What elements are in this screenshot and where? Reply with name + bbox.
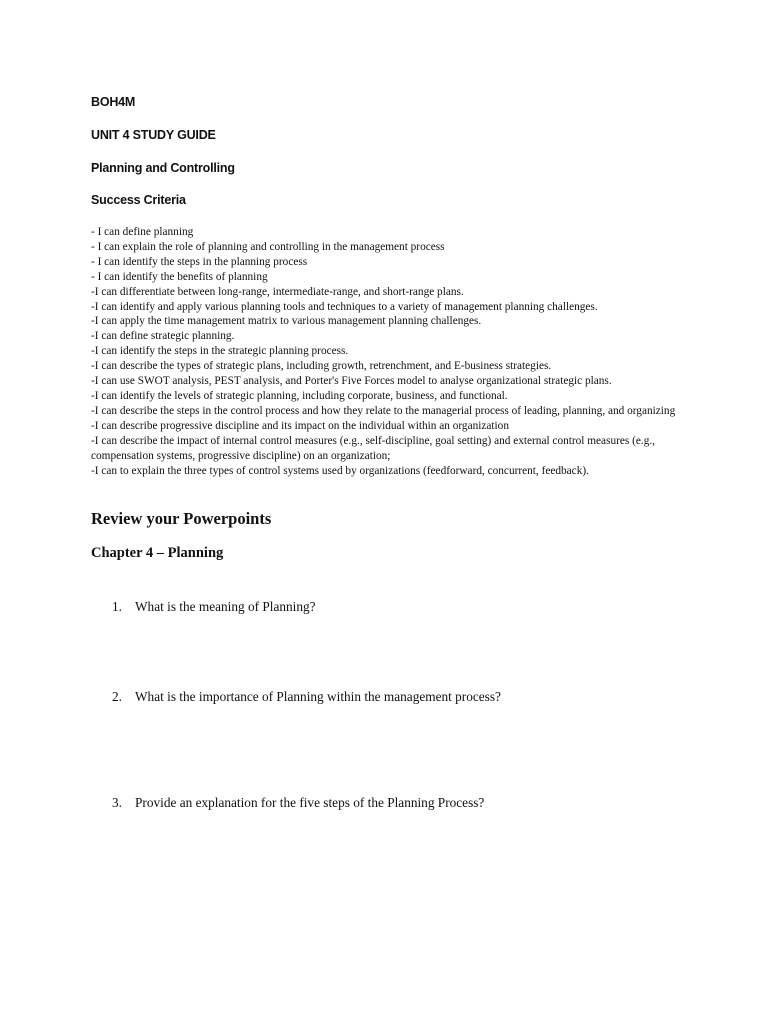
criteria-item: -I can to explain the three types of control systems used by organizations (feedforward, concurrent, feedback). <box>91 464 589 477</box>
question-item <box>112 600 672 613</box>
criteria-item: -I can describe progressive discipline and its impact on the individual within an organization <box>91 419 509 432</box>
criteria-item: -I can apply the time management matrix to various management planning challenges. <box>91 315 482 328</box>
criteria-item: - I can explain the role of planning and controlling in the management process <box>91 240 445 253</box>
course-code: BOH4M <box>91 95 136 109</box>
criteria-item: -I can describe the steps in the control process and how they relate to the managerial process of leading, planning, and organizing <box>91 404 676 417</box>
question-item <box>112 796 672 809</box>
review-heading: Review your Powerpoints <box>91 509 272 528</box>
success-criteria-heading: Success Criteria <box>91 193 186 207</box>
question-number: 1. <box>112 599 122 614</box>
criteria-item: -I can describe the impact of internal control measures (e.g., self-discipline, goal setting) and external control measures (e.g., compensation systems, progressive discipline) on an organization; <box>91 434 656 462</box>
criteria-item: -I can describe the types of strategic plans, including growth, retrenchment, and E-business strategies. <box>91 360 552 373</box>
question-item <box>112 690 672 703</box>
chapter-heading: Chapter 4 – Planning <box>91 545 224 561</box>
criteria-item: - I can define planning <box>91 226 194 238</box>
question-text: What is the meaning of Planning? <box>135 599 316 614</box>
criteria-item: -I can identify and apply various planning tools and techniques to a variety of management planning challenges. <box>91 300 598 313</box>
criteria-item: -I can identify the steps in the strategic planning process. <box>91 345 349 358</box>
criteria-item: - I can identify the steps in the planning process <box>91 255 308 268</box>
criteria-item: - I can identify the benefits of planning <box>91 270 268 283</box>
unit-title: UNIT 4 STUDY GUIDE <box>91 128 216 142</box>
question-number: 2. <box>112 689 122 704</box>
success-criteria-list <box>91 225 691 478</box>
criteria-item: -I can identify the levels of strategic planning, including corporate, business, and functional. <box>91 389 508 402</box>
criteria-item: -I can differentiate between long-range, intermediate-range, and short-range plans. <box>91 285 464 298</box>
criteria-item: -I can use SWOT analysis, PEST analysis, and Porter's Five Forces model to analyse organizational strategic plans. <box>91 375 612 388</box>
criteria-item: -I can define strategic planning. <box>91 330 235 343</box>
topic-title: Planning and Controlling <box>91 161 235 175</box>
question-number: 3. <box>112 795 122 810</box>
question-text: What is the importance of Planning within the management process? <box>135 689 501 704</box>
question-text: Provide an explanation for the five steps of the Planning Process? <box>135 795 485 810</box>
